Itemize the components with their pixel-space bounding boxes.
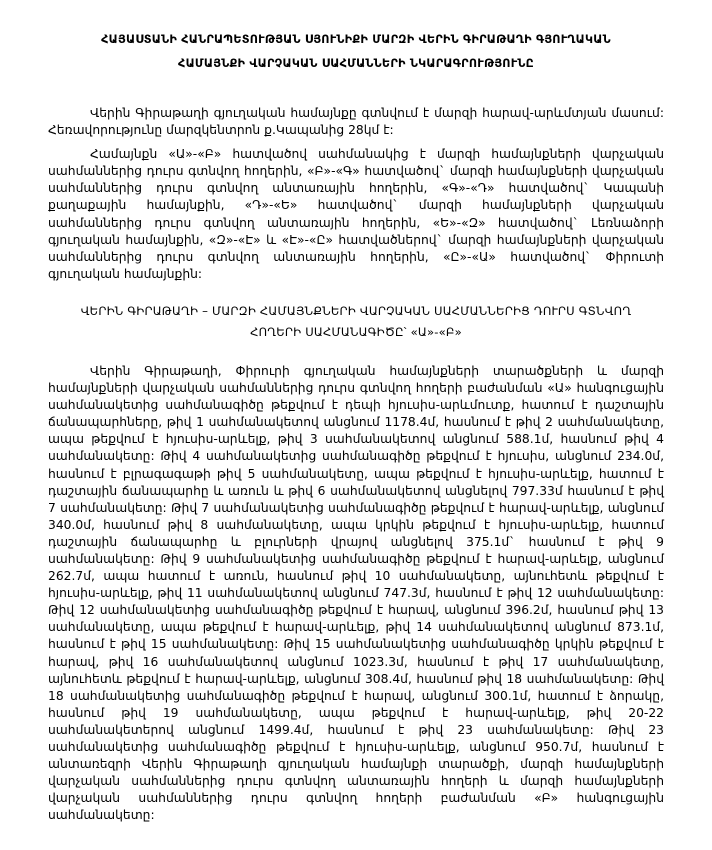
- section-heading: [48, 301, 664, 343]
- intro-spacer: [48, 139, 664, 146]
- intro-paragraph-adjacencies: Համայնքն «Ա»-«Բ» հատվածով սահմանակից է մարզի համայնքների վարչական սահմաններից դուրս գտնվող հողերին, «Բ»-«Գ» հատվածով` մարզի համայնքների վարչական սահմաններից դուրս գտնվող անտառային հողերին, «Գ»-«Դ» հատվածով` Կապանի քաղաքային համայնքին, «Դ»-«Ե» հատվածով` մարզի համայնքների վարչական սահմաններից դուրս գտնվող անտառային հողերին, «Ե»-«Զ» հատվածով` Լեռնաձորի գյուղական համայնքին, «Զ»-«Է» և «Է»-«Ը» հատվածներով` մարզի համայնքների վարչական սահմաններից դուրս գտնվող անտառային հողերին, «Ը»-«Ա» հատվածով` Փիրուտի գյուղական համայնքին:: [48, 147, 664, 281]
- boundary-description-paragraph: Վերին Գիրաթաղի, Փիրուրի գյուղական համայնքների տարածքների և մարզի համայնքների վարչական սահմաններից դուրս գտնվող հողերի բաժանման «Ա» հանգուցային սահմանակետից սահմանագիծը թեքվում է դեպի հյուսիս-արևմուտք, հատում է դաշտային ճանապարհները, թիվ 1 սահմանակետով անցնում 1178.4մ, հասնում է թիվ 2 սահմանակետը, ապա թեքվում է հյուսիս-արևելք, թիվ 3 սահմանակետով անցնում 588.1մ, հասնում թիվ 4 սահմանակետը: Թիվ 4 սահմանակետից սահմանագիծը թեքվում է հյուսիս, անցնում 234.0մ, հասնում է բլրագագաթի թիվ 5 սահմանակետը, ապա թեքվում է հյուսիս-արևելք, հատում է դաշտային ճանապարհը և առուն և թիվ 6 սահմանակետով անցնելով 797.33մ հասնում է թիվ 7 սահմանակետը: Թիվ 7 սահմանակետից սահմանագիծը թեքվում է հարավ-արևելք, անցնում 340.0մ, հասնում թիվ 8 սահմանակետը, ապա կրկին թեքվում է հյուսիս-արևելք, հատում դաշտային ճանապարհը և բլուրների վրայով անցնելով 375.1մ` հասնում է թիվ 9 սահմանակետը: Թիվ 9 սահմանակետից սահմանագիծը թեքվում է հարավ-արևելք, անցնում 262.7մ, ապա հատում է առուն, հասնում թիվ 10 սահմանակետը, այնուհետև թեքվում է հյուսիս-արևելք, թիվ 11 սահմանակետով անցնում 747.3մ, հասնում է թիվ 12 սահմանակետը: Թիվ 12 սահմանակետից սահմանագիծը թեքվում է հարավ, անցնում 396.2մ, հասնում թիվ 13 սահմանակետը, ապա թեքվում է հարավ-արևելք, թիվ 14 սահմանակետով անցնում 873.1մ, հասնում է թիվ 15 սահմանակետը: Թիվ 15 սահմանակետից սահմանագիծը կրկին թեքվում է հարավ, թիվ 16 սահմանակետով անցնում 1023.3մ, հասնում է թիվ 17 սահմանակետը, այնուհետև թեքվում է հարավ-արևելք, անցնում 308.4մ, հասնում թիվ 18 սահմանակետը: Թիվ 18 սահմանակետից սահմանագիծը թեքվում է հարավ, անցնում 300.1մ, հատում է ձորակը, հասնում թիվ 19 սահմանակետը, ապա թեքվում է հարավ-արևելք, թիվ 20-22 սահմանակետերով անցնում 1499.4մ, հասնում է թիվ 23 սահմանակետը: Թիվ 23 սահմանակետից սահմանագիծը թեքվում է հյուսիս-արևելք, անցնում 950.7մ, հասնում է անտառեզրի Վերին Գիրաթաղի գյուղական համայնքի տարածքի, մարզի համայնքների վարչական սահմաններից դուրս գտնվող անտառային հողերի և մարզի համայնքների վարչական սահմաններից դուրս գտնվող հողերի բաժանման «Բ» հանգուցային սահմանակետը:: [48, 363, 664, 823]
- title-spacer: [48, 76, 664, 89]
- document-title-line-2: ՀԱՄԱՅՆՔԻ ՎԱՐՉԱԿԱՆ ՍԱՀՄԱՆՆԵՐԻ ՆԿԱՐԱԳՐՈՒԹՅՈՒՆԸ: [178, 57, 534, 70]
- document-title-line-1: ՀԱՅԱՍՏԱՆԻ ՀԱՆՐԱՊԵՏՈՒԹՅԱՆ ՍՅՈՒՆԻՔԻ ՄԱՐԶԻ ՎԵՐԻՆ ԳԻՐԱԹԱՂԻ ԳՅՈՒՂԱԿԱՆ: [101, 33, 611, 46]
- boundary-description-block: [48, 363, 664, 825]
- section-heading-line-2: ՀՈՂԵՐԻ ՍԱՀՄԱՆԱԳԻԾԸ՝ «Ա»-«Բ»: [250, 324, 462, 339]
- document-title: [48, 28, 664, 76]
- intro-paragraph-location: Վերին Գիրաթաղի գյուղական համայնքը գտնվում է մարզի հարավ-արևմտյան մասում: Հեռավորությունը մարզկենտրոն ք.Կապանից 28կմ է:: [48, 106, 664, 138]
- section-heading-line-1: ՎԵՐԻՆ ԳԻՐԱԹԱՂԻ – ՄԱՐԶԻ ՀԱՄԱՅՆՔՆԵՐԻ ՎԱՐՉԱԿԱՆ ՍԱՀՄԱՆՆԵՐԻՑ ԴՈՒՐՍ ԳՏՆՎՈՂ: [80, 303, 632, 318]
